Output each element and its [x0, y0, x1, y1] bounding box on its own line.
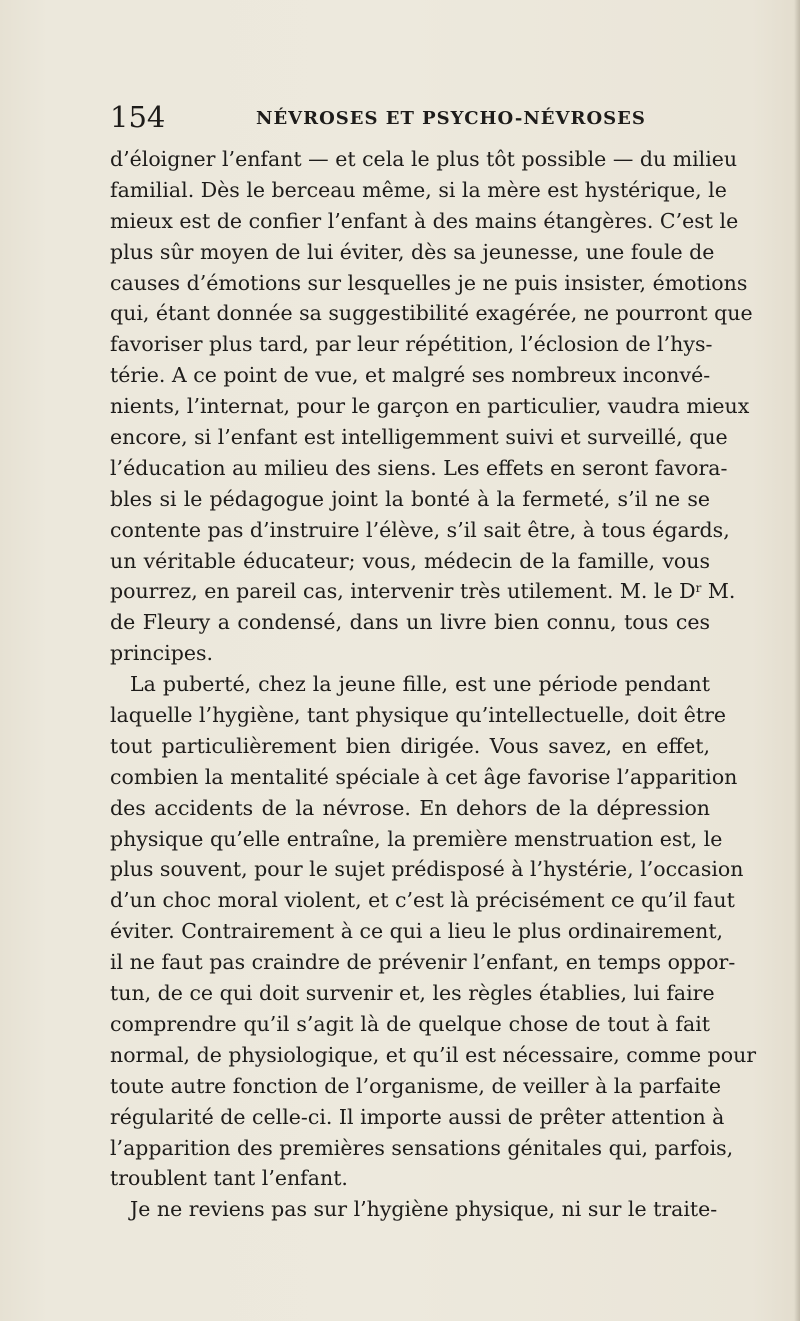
page-edge-shadow [794, 0, 800, 1321]
superscript: r [695, 581, 702, 596]
paragraph-first-line: Je ne reviens pas sur l’hygiène physique, ni sur le traite- [130, 1197, 718, 1222]
body-text [110, 144, 757, 1225]
text-line: mieux est de confier l’enfant à des mains étangères. C’est le [110, 208, 739, 233]
text-line: encore, si l’enfant est intelligemment suivi et surveillé, que [110, 425, 728, 450]
page-number: 154 [110, 100, 166, 134]
text-line-with-superscript [110, 576, 736, 607]
text-line: physique qu’elle entraîne, la première menstruation est, le [110, 826, 723, 851]
text-line: comprendre qu’il s’agit là de quelque chose de tout à fait [110, 1011, 710, 1036]
text-line: plus sûr moyen de lui éviter, dès sa jeunesse, une foule de [110, 239, 715, 264]
text-line: qui, étant donnée sa suggestibilité exagérée, ne pourront que [110, 301, 753, 326]
paragraph-first-line: La puberté, chez la jeune fille, est une période pendant [130, 672, 710, 697]
text-line: nients, l’internat, pour le garçon en particulier, vaudra mieux [110, 394, 750, 419]
text-segment: pourrez, en pareil cas, intervenir très utilement. M. le D [110, 579, 696, 604]
text-line: normal, de physiologique, et qu’il est nécessaire, comme pour [110, 1042, 757, 1067]
text-line: l’apparition des premières sensations génitales qui, parfois, [110, 1135, 734, 1160]
text-line: familial. Dès le berceau même, si la mère est hystérique, le [110, 177, 727, 202]
text-line: principes. [110, 641, 214, 666]
text-line: l’éducation au milieu des siens. Les effets en seront favora- [110, 455, 728, 480]
text-line: il ne faut pas craindre de prévenir l’enfant, en temps oppor- [110, 950, 736, 975]
text-line: tun, de ce qui doit survenir et, les règles établies, lui faire [110, 981, 715, 1006]
text-line: plus souvent, pour le sujet prédisposé à l’hystérie, l’occasion [110, 857, 744, 882]
text-line: favoriser plus tard, par leur répétition, l’éclosion de l’hys- [110, 332, 713, 357]
running-head [110, 100, 710, 140]
text-segment: M. [701, 579, 736, 604]
text-line: régularité de celle-ci. Il importe aussi de prêter attention à [110, 1104, 725, 1129]
text-line: de Fleury a condensé, dans un livre bien connu, tous ces [110, 610, 710, 635]
text-line: un véritable éducateur; vous, médecin de la famille, vous [110, 548, 710, 573]
text-line: laquelle l’hygiène, tant physique qu’intellectuelle, doit être [110, 703, 727, 728]
text-line: contente pas d’instruire l’élève, s’il sait être, à tous égards, [110, 517, 730, 542]
text-line: d’éloigner l’enfant — et cela le plus tôt possible — du milieu [110, 147, 738, 171]
text-line: troublent tant l’enfant. [110, 1166, 348, 1191]
text-line: combien la mentalité spéciale à cet âge favorise l’apparition [110, 764, 738, 789]
text-line: tout particulièrement bien dirigée. Vous savez, en effet, [110, 733, 710, 758]
text-line: bles si le pédagogue joint la bonté à la fermeté, s’il ne se [110, 486, 710, 511]
running-title: NÉVROSES ET PSYCHO-NÉVROSES [256, 108, 646, 129]
text-line: causes d’émotions sur lesquelles je ne puis insister, émotions [110, 270, 748, 295]
text-line: éviter. Contrairement à ce qui a lieu le plus ordinairement, [110, 919, 724, 944]
text-line: térie. A ce point de vue, et malgré ses nombreux inconvé- [110, 363, 711, 388]
text-line: d’un choc moral violent, et c’est là précisément ce qu’il faut [110, 888, 735, 913]
text-line: toute autre fonction de l’organisme, de veiller à la parfaite [110, 1073, 721, 1098]
text-line: des accidents de la névrose. En dehors de la dépression [110, 795, 710, 820]
